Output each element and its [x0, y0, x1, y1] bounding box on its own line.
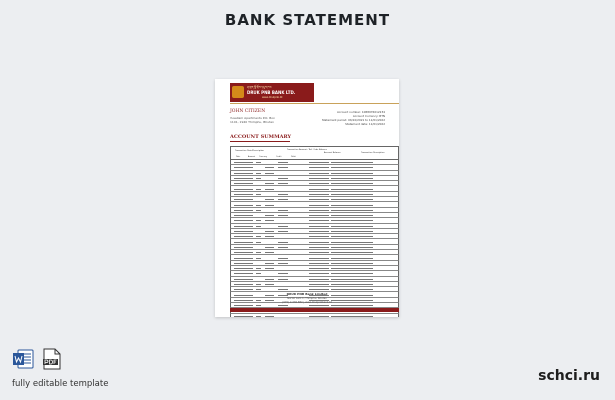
word-icon	[12, 348, 34, 370]
row-cell	[331, 273, 373, 274]
row-cell	[309, 316, 329, 317]
row-cell	[256, 189, 261, 190]
statement-period: Statement period: 06/10/2021 to 11/01/2022	[321, 118, 385, 122]
pdf-icon	[42, 348, 62, 370]
row-cell	[331, 167, 373, 168]
row-cell	[278, 162, 288, 163]
row-cell	[278, 183, 288, 184]
row-cell	[234, 178, 246, 179]
row-cell	[309, 289, 329, 290]
row-cell	[278, 199, 288, 200]
row-cell	[246, 305, 253, 306]
row-cell	[278, 258, 288, 259]
row-cell	[331, 178, 373, 179]
row-cell	[309, 263, 329, 264]
account-number: Account number: 1088976012234	[336, 110, 385, 114]
row-cell	[331, 205, 373, 206]
row-cell	[234, 258, 246, 259]
row-cell	[278, 226, 288, 227]
row-cell	[256, 258, 261, 259]
statement-document	[215, 79, 399, 317]
row-cell	[309, 173, 329, 174]
row-cell	[331, 236, 373, 237]
row-cell	[246, 263, 253, 264]
customer-address-line2: 1101, 1940 Thimphu, Bhutan	[230, 120, 275, 124]
row-cell	[331, 162, 373, 163]
row-cell	[265, 205, 274, 206]
row-cell	[256, 178, 261, 179]
row-cell	[309, 273, 329, 274]
row-cell	[256, 220, 261, 221]
table-header	[230, 146, 399, 160]
row-cell	[246, 162, 253, 163]
row-cell	[309, 226, 329, 227]
row-cell	[234, 252, 246, 253]
row-cell	[256, 268, 261, 269]
row-cell	[278, 167, 288, 168]
row-cell	[234, 189, 246, 190]
row-cell	[234, 199, 246, 200]
row-cell	[265, 252, 274, 253]
row-cell	[256, 205, 261, 206]
subheader-amount: Amount	[248, 156, 256, 158]
bank-site: www.drukpnb.bt	[262, 96, 283, 99]
row-cell	[246, 189, 253, 190]
row-cell	[234, 268, 246, 269]
row-cell	[309, 279, 329, 280]
row-cell	[246, 268, 253, 269]
row-cell	[234, 247, 246, 248]
row-cell	[278, 273, 288, 274]
summary-title: ACCOUNT SUMMARY	[230, 134, 292, 140]
row-cell	[256, 289, 261, 290]
row-cell	[234, 242, 246, 243]
row-cell	[246, 236, 253, 237]
row-cell	[234, 215, 246, 216]
row-cell	[278, 215, 288, 216]
row-cell	[234, 289, 246, 290]
row-cell	[309, 305, 329, 306]
row-cell	[246, 242, 253, 243]
row-cell	[278, 210, 288, 211]
row-cell	[265, 199, 274, 200]
row-cell	[309, 268, 329, 269]
row-cell	[256, 252, 261, 253]
row-cell	[246, 258, 253, 259]
header-amount: Transaction Amount / Ref. Code Balance	[287, 149, 327, 151]
row-cell	[246, 226, 253, 227]
row-cell	[256, 242, 261, 243]
row-cell	[246, 284, 253, 285]
brand-logo: schci.ru	[538, 368, 600, 384]
row-cell	[331, 316, 373, 317]
row-cell	[309, 258, 329, 259]
bank-name-local: ཤ་ལྡན་བློ་གྲོས་དངུལ་ཁང་	[247, 85, 273, 89]
row-cell	[309, 242, 329, 243]
bank-name: DRUK PNB BANK LTD.	[247, 90, 296, 95]
customer-address-line1: Yusellam Apartments P.O. Box	[230, 116, 275, 120]
row-cell	[309, 162, 329, 163]
row-cell	[265, 268, 274, 269]
row-cell	[256, 162, 261, 163]
footer-contact: (975) 2-336 882 | www.drukpnbbank.bt	[282, 301, 332, 304]
row-cell	[234, 226, 246, 227]
row-cell	[234, 220, 246, 221]
customer-name: JOHN CITIZEN	[230, 109, 266, 114]
row-cell	[234, 263, 246, 264]
row-cell	[265, 231, 274, 232]
row-cell	[331, 189, 373, 190]
header-divider	[230, 103, 399, 104]
row-cell	[265, 189, 274, 190]
row-cell	[331, 305, 373, 306]
row-cell	[234, 210, 246, 211]
row-cell	[234, 167, 246, 168]
row-cell	[309, 189, 329, 190]
row-cell	[309, 183, 329, 184]
row-cell	[246, 289, 253, 290]
row-cell	[234, 205, 246, 206]
row-cell	[246, 279, 253, 280]
row-cell	[265, 173, 274, 174]
row-cell	[331, 183, 373, 184]
row-cell	[331, 279, 373, 280]
row-cell	[256, 305, 261, 306]
row-cell	[265, 220, 274, 221]
row-cell	[331, 194, 373, 195]
row-cell	[331, 220, 373, 221]
header-balance: Account Balance	[324, 152, 341, 154]
row-cell	[265, 316, 274, 317]
row-cell	[265, 236, 274, 237]
row-cell	[246, 316, 253, 317]
bank-logo-icon	[232, 86, 244, 98]
footer-bar	[230, 308, 399, 312]
row-cell	[256, 273, 261, 274]
row-cell	[234, 183, 246, 184]
row-cell	[331, 247, 373, 248]
table-row	[230, 314, 399, 317]
row-cell	[265, 183, 274, 184]
row-cell	[265, 279, 274, 280]
row-cell	[246, 252, 253, 253]
row-cell	[246, 178, 253, 179]
row-cell	[234, 162, 246, 163]
footer-bank: DRUK PNB Bank Limited	[286, 292, 328, 296]
row-cell	[246, 231, 253, 232]
row-cell	[246, 199, 253, 200]
row-cell	[256, 210, 261, 211]
row-cell	[265, 247, 274, 248]
row-cell	[234, 231, 246, 232]
row-cell	[331, 258, 373, 259]
row-cell	[256, 316, 261, 317]
subheader-credit: Credit	[276, 156, 282, 158]
row-cell	[309, 236, 329, 237]
row-cell	[234, 273, 246, 274]
row-cell	[331, 231, 373, 232]
row-cell	[256, 173, 261, 174]
row-cell	[234, 236, 246, 237]
row-cell	[234, 316, 246, 317]
row-cell	[331, 284, 373, 285]
row-cell	[331, 173, 373, 174]
row-cell	[309, 252, 329, 253]
row-cell	[246, 183, 253, 184]
row-cell	[331, 268, 373, 269]
row-cell	[234, 305, 246, 306]
summary-underline	[230, 141, 290, 142]
row-cell	[234, 279, 246, 280]
row-cell	[246, 247, 253, 248]
bank-header	[230, 83, 314, 102]
row-cell	[309, 194, 329, 195]
page-title: BANK STATEMENT	[224, 11, 391, 29]
row-cell	[331, 215, 373, 216]
row-cell	[278, 279, 288, 280]
header-transaction: Transaction Date/Description	[235, 150, 264, 152]
row-cell	[309, 220, 329, 221]
row-cell	[265, 284, 274, 285]
row-cell	[309, 231, 329, 232]
row-cell	[246, 215, 253, 216]
row-cell	[246, 173, 253, 174]
editable-caption: fully editable template	[12, 379, 109, 389]
footer-address: Norzin Lam 1, Thimphu, Bhutan	[287, 297, 327, 300]
row-cell	[331, 252, 373, 253]
row-cell	[256, 226, 261, 227]
row-cell	[331, 263, 373, 264]
statement-date: Statement date: 11/01/2022	[345, 122, 385, 126]
subheader-date: Date	[236, 156, 241, 158]
row-cell	[234, 173, 246, 174]
account-info	[305, 110, 385, 126]
row-cell	[265, 215, 274, 216]
row-cell	[278, 178, 288, 179]
row-cell	[278, 231, 288, 232]
row-cell	[256, 194, 261, 195]
row-cell	[246, 273, 253, 274]
row-cell	[331, 242, 373, 243]
row-cell	[278, 194, 288, 195]
subheader-debit: Debit	[291, 156, 296, 158]
row-cell	[331, 226, 373, 227]
row-cell	[331, 289, 373, 290]
row-cell	[309, 210, 329, 211]
row-cell	[309, 167, 329, 168]
row-cell	[278, 289, 288, 290]
account-currency: Account Currency: BTN	[352, 114, 385, 118]
row-cell	[309, 284, 329, 285]
row-cell	[278, 263, 288, 264]
subheader-currency: Currency	[259, 156, 268, 158]
row-cell	[234, 284, 246, 285]
row-cell	[278, 305, 288, 306]
row-cell	[309, 215, 329, 216]
header-remarks: Transaction Description	[361, 152, 385, 154]
row-cell	[331, 210, 373, 211]
row-cell	[309, 178, 329, 179]
row-cell	[265, 263, 274, 264]
row-cell	[331, 199, 373, 200]
row-cell	[265, 167, 274, 168]
row-cell	[246, 210, 253, 211]
row-cell	[246, 167, 253, 168]
row-cell	[309, 247, 329, 248]
row-cell	[309, 199, 329, 200]
row-cell	[246, 205, 253, 206]
row-cell	[256, 236, 261, 237]
row-cell	[309, 205, 329, 206]
row-cell	[256, 284, 261, 285]
row-cell	[278, 247, 288, 248]
row-cell	[246, 194, 253, 195]
row-cell	[234, 194, 246, 195]
row-cell	[278, 242, 288, 243]
row-cell	[246, 220, 253, 221]
